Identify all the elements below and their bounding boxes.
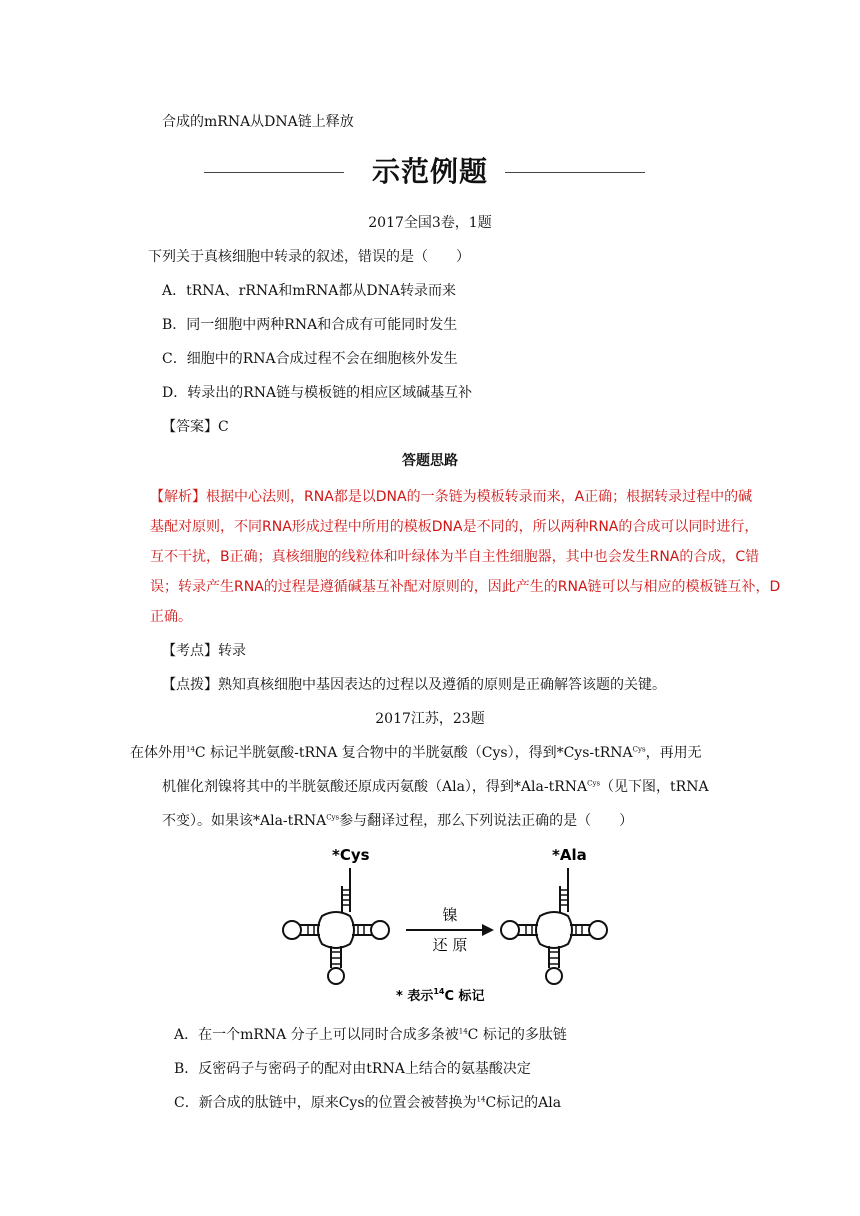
heading-rule-right: [505, 172, 645, 173]
left-amino-acid-label: *Cys: [332, 846, 370, 864]
right-amino-acid-label: *Ala: [552, 846, 587, 864]
analysis-line: 【解析】根据中心法则，RNA都是以DNA的一条链为模板转录而来，A正确；根据转录过程中的碱: [150, 489, 753, 505]
analysis-line: 互不干扰，B正确；真核细胞的线粒体和叶绿体为半自主性细胞器，其中也会发生RNA的合成，C错: [150, 549, 760, 565]
arrow-label-bottom: 还 原: [432, 936, 468, 954]
question1-option-c: C．细胞中的RNA合成过程不会在细胞核外发生: [162, 351, 458, 367]
question1-source: 2017全国3卷，1题: [368, 215, 492, 231]
question2-stem-line2: 机催化剂镍将其中的半胱氨酸还原成丙氨酸（Ala），得到*Ala-tRNA$^{Cys}$（见下图，tRNA: [162, 779, 709, 795]
question1-option-d: D．转录出的RNA链与模板链的相应区域碱基互补: [162, 385, 473, 401]
question2-source: 2017江苏，23题: [375, 711, 485, 727]
kaodian-line: 【考点】转录: [162, 643, 246, 659]
analysis-line: 正确。: [150, 609, 192, 625]
trna-figure: [266, 838, 626, 1008]
thinking-title: 答题思路: [402, 453, 458, 469]
question1-answer: 【答案】C: [162, 419, 229, 435]
trna-left-shape: [283, 868, 389, 984]
question2-option-a: A．在一个mRNA 分子上可以同时合成多条被$^{14}$C 标记的多肽链: [174, 1027, 567, 1043]
dianbo-line: 【点拨】熟知真核细胞中基因表达的过程以及遵循的原则是正确解答该题的关键。: [162, 677, 666, 693]
heading-rule-left: [204, 172, 344, 173]
question2-option-c: C．新合成的肽链中，原来Cys的位置会被替换为$^{14}$C标记的Ala: [174, 1095, 562, 1111]
question2-option-b: B．反密码子与密码子的配对由tRNA上结合的氨基酸决定: [174, 1061, 531, 1077]
question1-option-b: B．同一细胞中两种RNA和合成有可能同时发生: [162, 317, 458, 333]
section-heading: [0, 152, 860, 196]
analysis-line: 误；转录产生RNA的过程是遵循碱基互补配对原则的，因此产生的RNA链可以与相应的模板链互补，D: [150, 579, 781, 595]
trna-right-shape: [501, 868, 607, 984]
question2-stem-line3: 不变）。如果该*Ala-tRNA$^{Cys}$参与翻译过程，那么下列说法正确的是（ ）: [162, 813, 634, 829]
figure-caption: * 表示$^{14}$C 标记: [396, 987, 485, 1004]
question2-stem-line1: 在体外用$^{14}$C 标记半胱氨酸-tRNA 复合物中的半胱氨酸（Cys），得到*Cys-tRNA$^{Cys}$，再用无: [130, 745, 702, 761]
text-release: 合成的mRNA从DNA链上释放: [162, 114, 354, 130]
arrow-label-top: 镍: [442, 906, 458, 924]
section-title: 示范例题: [371, 155, 488, 188]
reaction-arrowhead: [482, 924, 494, 936]
question1-option-a: A．tRNA、rRNA和mRNA都从DNA转录而来: [162, 283, 456, 299]
analysis-line: 基配对原则，不同RNA形成过程中所用的模板DNA是不同的，所以两种RNA的合成可以同时进行，: [150, 519, 759, 535]
analysis-block: [150, 482, 781, 625]
trna-diagram: [266, 838, 626, 1008]
question1-stem: 下列关于真核细胞中转录的叙述，错误的是（ ）: [148, 249, 470, 265]
